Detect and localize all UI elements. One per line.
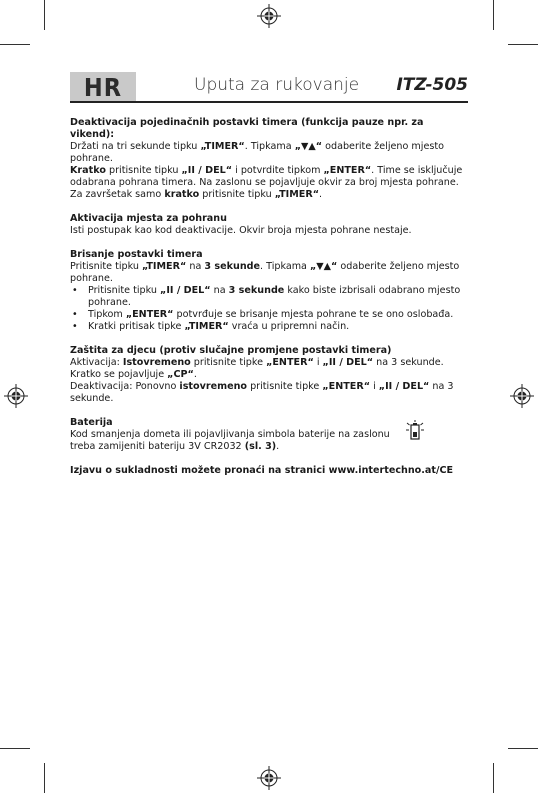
key-label: „▼▲“ <box>294 141 323 152</box>
text: . Tipkama <box>260 261 310 272</box>
key-label: „ENTER“ <box>266 357 314 368</box>
paragraph <box>70 189 470 201</box>
language-code: HR <box>83 72 123 102</box>
text: Pritisnite tipku <box>88 285 161 296</box>
key-label: „II / DEL“ <box>160 285 211 296</box>
key-label: „ENTER“ <box>322 381 371 392</box>
key-label: „II / DEL“ <box>378 381 430 392</box>
text: Držati na tri sekunde tipku <box>70 141 201 152</box>
text: . <box>193 369 197 380</box>
text: kako biste izbrisali odabrano mjesto pohrane. <box>88 285 461 308</box>
text: Pritisnite tipku <box>70 261 143 272</box>
text: . Time se isključuje odabrana pohrana timera. Na zaslonu se pojavljuje okvir za broj mjesta pohrane. <box>70 165 463 188</box>
emphasis: 3 sekunde <box>228 285 285 296</box>
text: treba zamijeniti bateriju 3V CR2032 <box>70 441 245 452</box>
text: . Tipkama <box>244 141 295 152</box>
paragraph <box>70 381 470 405</box>
registration-mark-icon <box>257 766 281 790</box>
text: i <box>370 381 379 392</box>
list-item <box>70 309 470 321</box>
section-child-lock <box>70 345 470 405</box>
text: Aktivacija: <box>70 357 123 368</box>
emphasis: istovremeno <box>179 381 248 392</box>
key-label: „TIMER“ <box>274 189 320 200</box>
model-number: ITZ-505 <box>396 75 468 95</box>
section-heading: Baterija <box>70 417 113 428</box>
text: Za završetak samo <box>70 189 165 200</box>
text: vraća u pripremni način. <box>228 321 350 332</box>
paragraph: Kod smanjenja dometa ili pojavljivanja simbola baterije na zaslonu <box>70 429 390 440</box>
text: i <box>313 357 323 368</box>
battery-icon <box>405 420 425 442</box>
header-divider <box>70 101 468 103</box>
text: na <box>186 261 205 272</box>
text: odaberite željeno mjesto pohrane. <box>70 141 444 164</box>
text: . <box>319 189 323 200</box>
paragraph <box>70 441 470 453</box>
text: Kratki pritisak tipke <box>88 321 185 332</box>
text: na 3 sekunde. <box>373 357 444 368</box>
crop-mark-bottom-right-v <box>493 763 494 793</box>
text: pritisnite tipke <box>190 357 267 368</box>
text: pritisnite tipku <box>199 189 275 200</box>
crop-mark-bottom-right-h <box>508 748 538 749</box>
registration-mark-icon <box>510 384 534 408</box>
figure-ref: (sl. 3) <box>244 441 277 452</box>
section-heading: Zaštita za djecu (protiv slučajne promjene postavki timera) <box>70 345 392 356</box>
list-item <box>70 321 470 333</box>
section-heading: Aktivacija mjesta za pohranu <box>70 213 227 224</box>
text: pritisnite tipke <box>247 381 323 392</box>
crop-mark-top-right-h <box>508 44 538 45</box>
text: potvrđuje se brisanje mjesta pohrane te se ono oslobađa. <box>173 309 454 320</box>
emphasis: Istovremeno <box>122 357 191 368</box>
conformity-text: Izjavu o sukladnosti možete pronaći na stranici www.intertechno.at/CE <box>70 465 454 476</box>
emphasis: 3 sekunde <box>204 261 261 272</box>
section-heading: Deaktivacija pojedinačnih postavki timera (funkcija pauze npr. za vikend): <box>70 117 424 140</box>
key-label: „▼▲“ <box>310 261 338 272</box>
registration-mark-icon <box>257 4 281 28</box>
bullet-list <box>70 285 470 333</box>
text: Deaktivacija: Ponovno <box>70 381 180 392</box>
list-item <box>70 285 470 309</box>
crop-mark-bottom-left-v <box>44 763 45 793</box>
section-deactivation <box>70 117 470 201</box>
paragraph: Isti postupak kao kod deaktivacije. Okvir broja mjesta pohrane nestaje. <box>70 225 412 236</box>
paragraph <box>70 357 470 369</box>
paragraph <box>70 165 470 189</box>
key-label: „ENTER“ <box>323 165 372 176</box>
language-badge <box>70 72 136 102</box>
key-label: „II / DEL“ <box>322 357 374 368</box>
text: na 3 sekunde. <box>70 381 454 404</box>
section-conformity <box>70 465 470 477</box>
key-label: „TIMER“ <box>184 321 229 332</box>
text: na <box>210 285 229 296</box>
crop-mark-top-left-v <box>44 0 45 30</box>
crop-mark-top-left-h <box>0 44 30 45</box>
key-label: „ENTER“ <box>125 309 174 320</box>
section-activation <box>70 213 470 237</box>
section-heading: Brisanje postavki timera <box>70 249 203 260</box>
emphasis: kratko <box>164 189 200 200</box>
key-label: „TIMER“ <box>200 141 245 152</box>
text: Kratko se pojavljuje <box>70 369 168 380</box>
paragraph <box>70 141 470 165</box>
text: Tipkom <box>88 309 126 320</box>
page-header <box>70 72 468 102</box>
text: pritisnite tipku <box>105 165 182 176</box>
text: odaberite željeno mjesto pohrane. <box>70 261 460 284</box>
paragraph <box>70 369 470 381</box>
crop-mark-top-right-v <box>493 0 494 30</box>
section-delete-settings <box>70 249 470 333</box>
key-label: „TIMER“ <box>142 261 187 272</box>
paragraph <box>70 261 470 285</box>
text: . <box>276 441 280 452</box>
key-label: „II / DEL“ <box>181 165 233 176</box>
crop-mark-bottom-left-h <box>0 748 30 749</box>
registration-mark-icon <box>4 384 28 408</box>
document-title: Uputa za rukovanje <box>194 75 360 95</box>
text: i potvrdite tipkom <box>232 165 324 176</box>
key-label: „CP“ <box>167 369 194 380</box>
emphasis: Kratko <box>70 165 106 176</box>
